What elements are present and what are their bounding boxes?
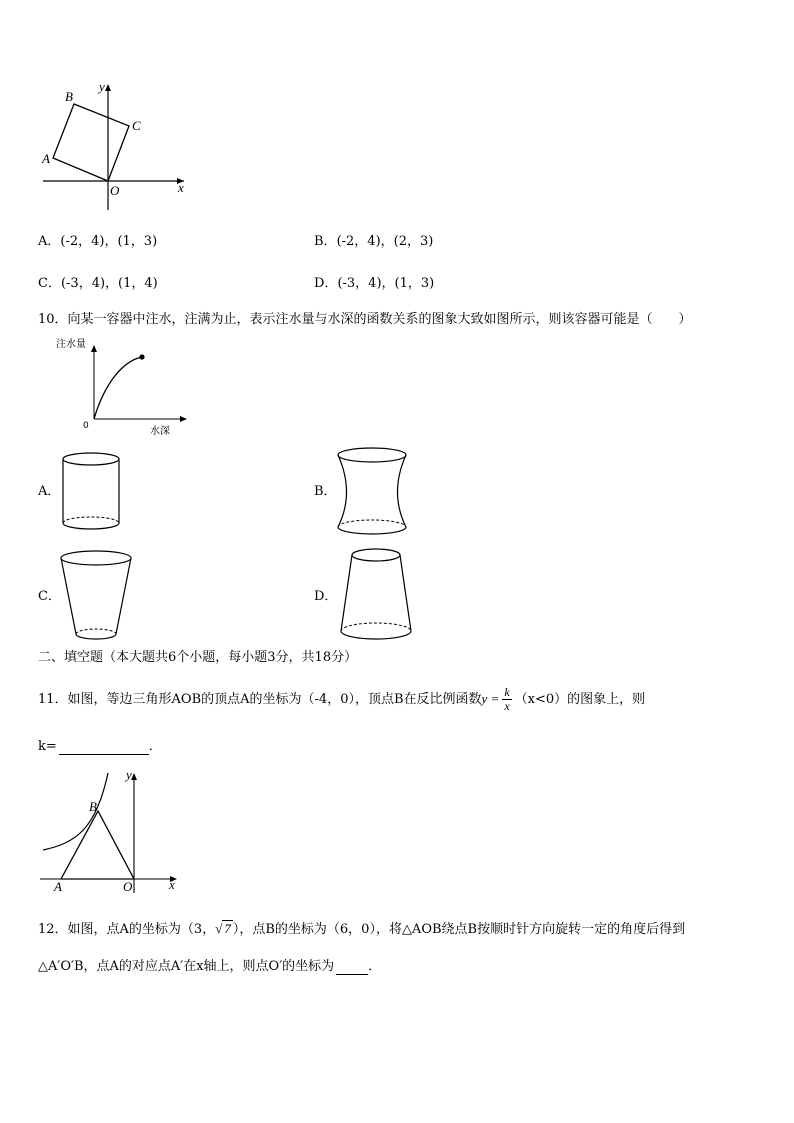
q10-option-d-label: D． bbox=[314, 589, 338, 604]
q9-option-b: B．(-2，4)，(2，3) bbox=[314, 234, 434, 249]
cylinder-container bbox=[60, 450, 125, 535]
q10-text: 10．向某一容器中注水，注满为止，表示注水量与水深的函数关系的图象大致如图所示，则该容器可能是（ ） bbox=[38, 312, 692, 327]
q9-figure bbox=[38, 80, 193, 215]
q12-line2: △A′O′B，点A的对应点A′在x轴上，则点O′的坐标为 ． bbox=[38, 959, 382, 974]
y-label: y bbox=[126, 767, 132, 782]
section-title: 二、填空题（本大题共6个小题，每小题3分，共18分） bbox=[38, 650, 358, 665]
point-c-label: C bbox=[132, 118, 141, 133]
q11-figure bbox=[38, 765, 183, 895]
triangle-aob bbox=[61, 811, 134, 879]
point-a-label: A bbox=[42, 151, 50, 166]
volume-depth-curve bbox=[94, 357, 142, 419]
origin-label: O bbox=[110, 183, 120, 198]
q10-graph bbox=[52, 335, 197, 440]
end-point bbox=[139, 354, 144, 359]
q9-option-a: A．(-2，4)，(1，3) bbox=[38, 234, 158, 249]
square-abco bbox=[53, 104, 129, 181]
origin-label: O bbox=[123, 879, 133, 894]
q11-text: 11．如图，等边三角形AOB的顶点A的坐标为（-4，0），顶点B在反比例函数y = $\frac{k}{x}$ （x<0）的图象上，则 bbox=[38, 685, 646, 713]
x-label: x bbox=[169, 877, 175, 892]
x-label: x bbox=[178, 180, 184, 195]
cup-container bbox=[57, 548, 137, 648]
graph-origin-label: 0 bbox=[83, 421, 89, 431]
point-a-label: A bbox=[54, 879, 62, 894]
waisted-container bbox=[333, 445, 413, 540]
graph-x-label: 水深 bbox=[150, 426, 170, 437]
q10-option-a-label: A． bbox=[38, 484, 61, 499]
q10-option-c-label: C． bbox=[38, 589, 61, 604]
point-b-label: B bbox=[89, 799, 97, 814]
frustum-container bbox=[336, 545, 418, 647]
q12-text: 12．如图，点A的坐标为（3，√ 7 ），点B的坐标为（6，0），将△AOB绕点B按顺时针方向旋转一定的角度后得到 bbox=[38, 921, 686, 937]
q9-option-d: D．(-3，4)，(1，3) bbox=[314, 276, 435, 291]
y-label: y bbox=[99, 80, 105, 94]
point-b-label: B bbox=[65, 89, 73, 104]
q10-option-b-label: B． bbox=[314, 484, 337, 499]
sqrt-symbol: √ 7 bbox=[215, 921, 231, 936]
answer-blank[interactable] bbox=[336, 962, 368, 975]
graph-y-label: 注水量 bbox=[56, 339, 86, 350]
fraction-k-over-x: $\frac{k}{x}$ bbox=[504, 685, 510, 713]
q9-option-c: C．(-3，4)，(1，4) bbox=[38, 276, 158, 291]
q11-answer-line: k= ． bbox=[38, 739, 162, 754]
answer-blank[interactable] bbox=[59, 742, 149, 755]
